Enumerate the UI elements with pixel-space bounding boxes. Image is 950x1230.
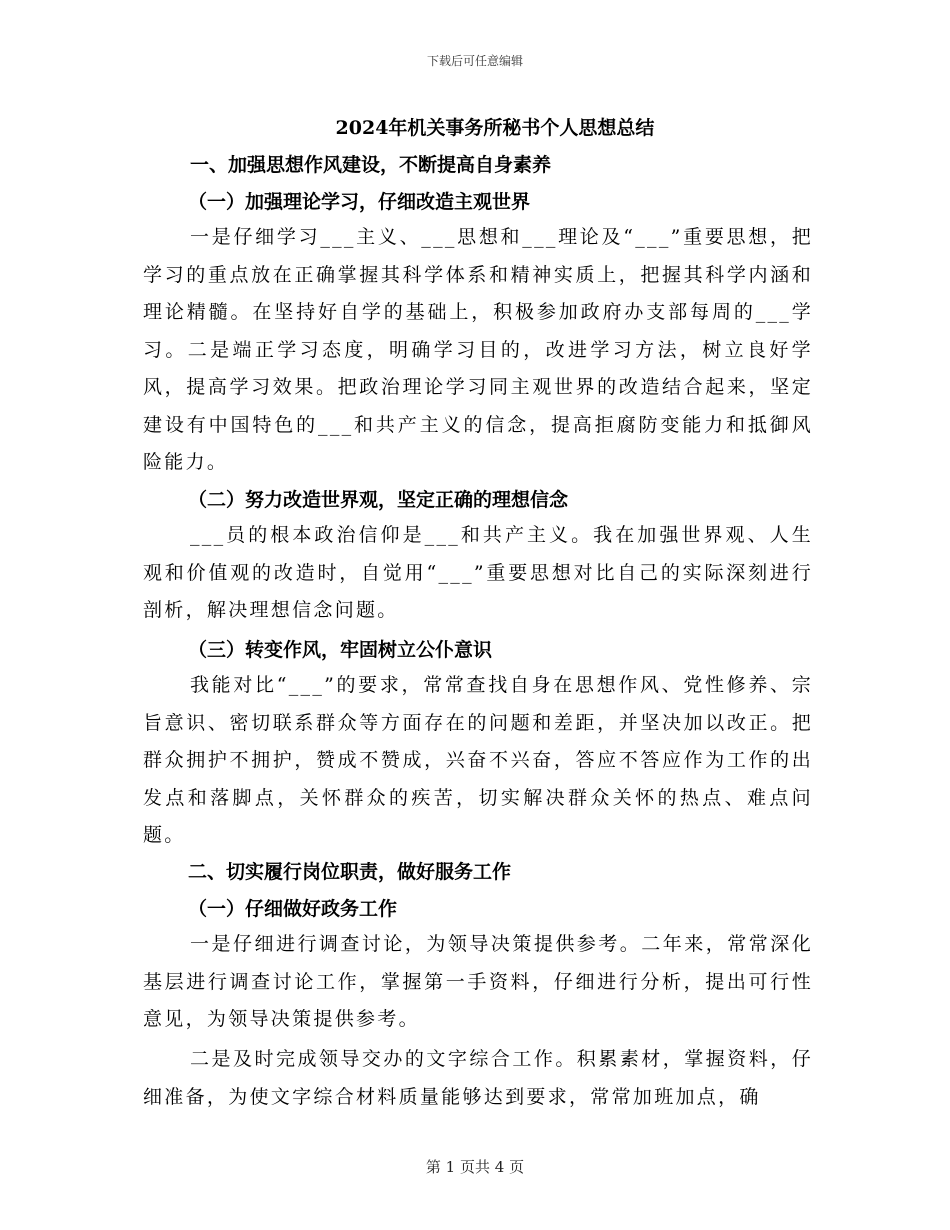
paragraph-5: 二是及时完成领导交办的文字综合工作。积累素材，掌握资料，仔细准备，为使文字综合材料质量能够达到要求，常常加班加点，确 xyxy=(143,1048,813,1108)
paragraph-3: 我能对比“___”的要求，常常查找自身在思想作风、党性修养、宗旨意识、密切联系群众等方面存在的问题和差距，并坚决加以改正。把群众拥护不拥护，赞成不赞成，兴奋不兴奋，答应不答应作为工作的出发点和落脚点，关怀群众的疾苦，切实解决群众关怀的热点、难点问题。 xyxy=(143,674,813,846)
section-heading-2: 二、切实履行岗位职责，做好服务工作 xyxy=(188,861,512,883)
section-heading-1: 一、加强思想作风建设，不断提高自身素养 xyxy=(190,154,552,176)
paragraph-1: 一是仔细学习___主义、___思想和___理论及“___”重要思想，把学习的重点放在正确掌握其科学体系和精神实质上，把握其科学内涵和理论精髓。在坚持好自学的基础上，积极参加政府办支部每周的___学习。二是端正学习态度，明确学习目的，改进学习方法，树立良好学风，提高学习效果。把政治理论学习同主观世界的改造结合起来，坚定建设有中国特色的___和共产主义的信念，提高拒腐防变能力和抵御风险能力。 xyxy=(143,226,813,473)
subsection-heading-1-1: （一）加强理论学习，仔细改造主观世界 xyxy=(188,191,531,213)
subsection-heading-1-2: （二）努力改造世界观，坚定正确的理想信念 xyxy=(188,489,569,511)
paragraph-4: 一是仔细进行调查讨论，为领导决策提供参考。二年来，常常深化基层进行调查讨论工作，掌握第一手资料，仔细进行分析，提出可行性意见，为领导决策提供参考。 xyxy=(143,933,813,1030)
subsection-heading-1-3: （三）转变作风，牢固树立公仆意识 xyxy=(188,639,493,661)
document-title: 2024年机关事务所秘书个人思想总结 xyxy=(335,117,655,139)
page-footer: 第 1 页共 4 页 xyxy=(425,1158,525,1176)
subsection-heading-2-1: （一）仔细做好政务工作 xyxy=(188,898,398,920)
paragraph-2: ___员的根本政治信仰是___和共产主义。我在加强世界观、人生观和价值观的改造时，自觉用“___”重要思想对比自己的实际深刻进行剖析，解决理想信念问题。 xyxy=(143,524,813,621)
page-header: 下载后可任意编辑 xyxy=(426,54,523,68)
